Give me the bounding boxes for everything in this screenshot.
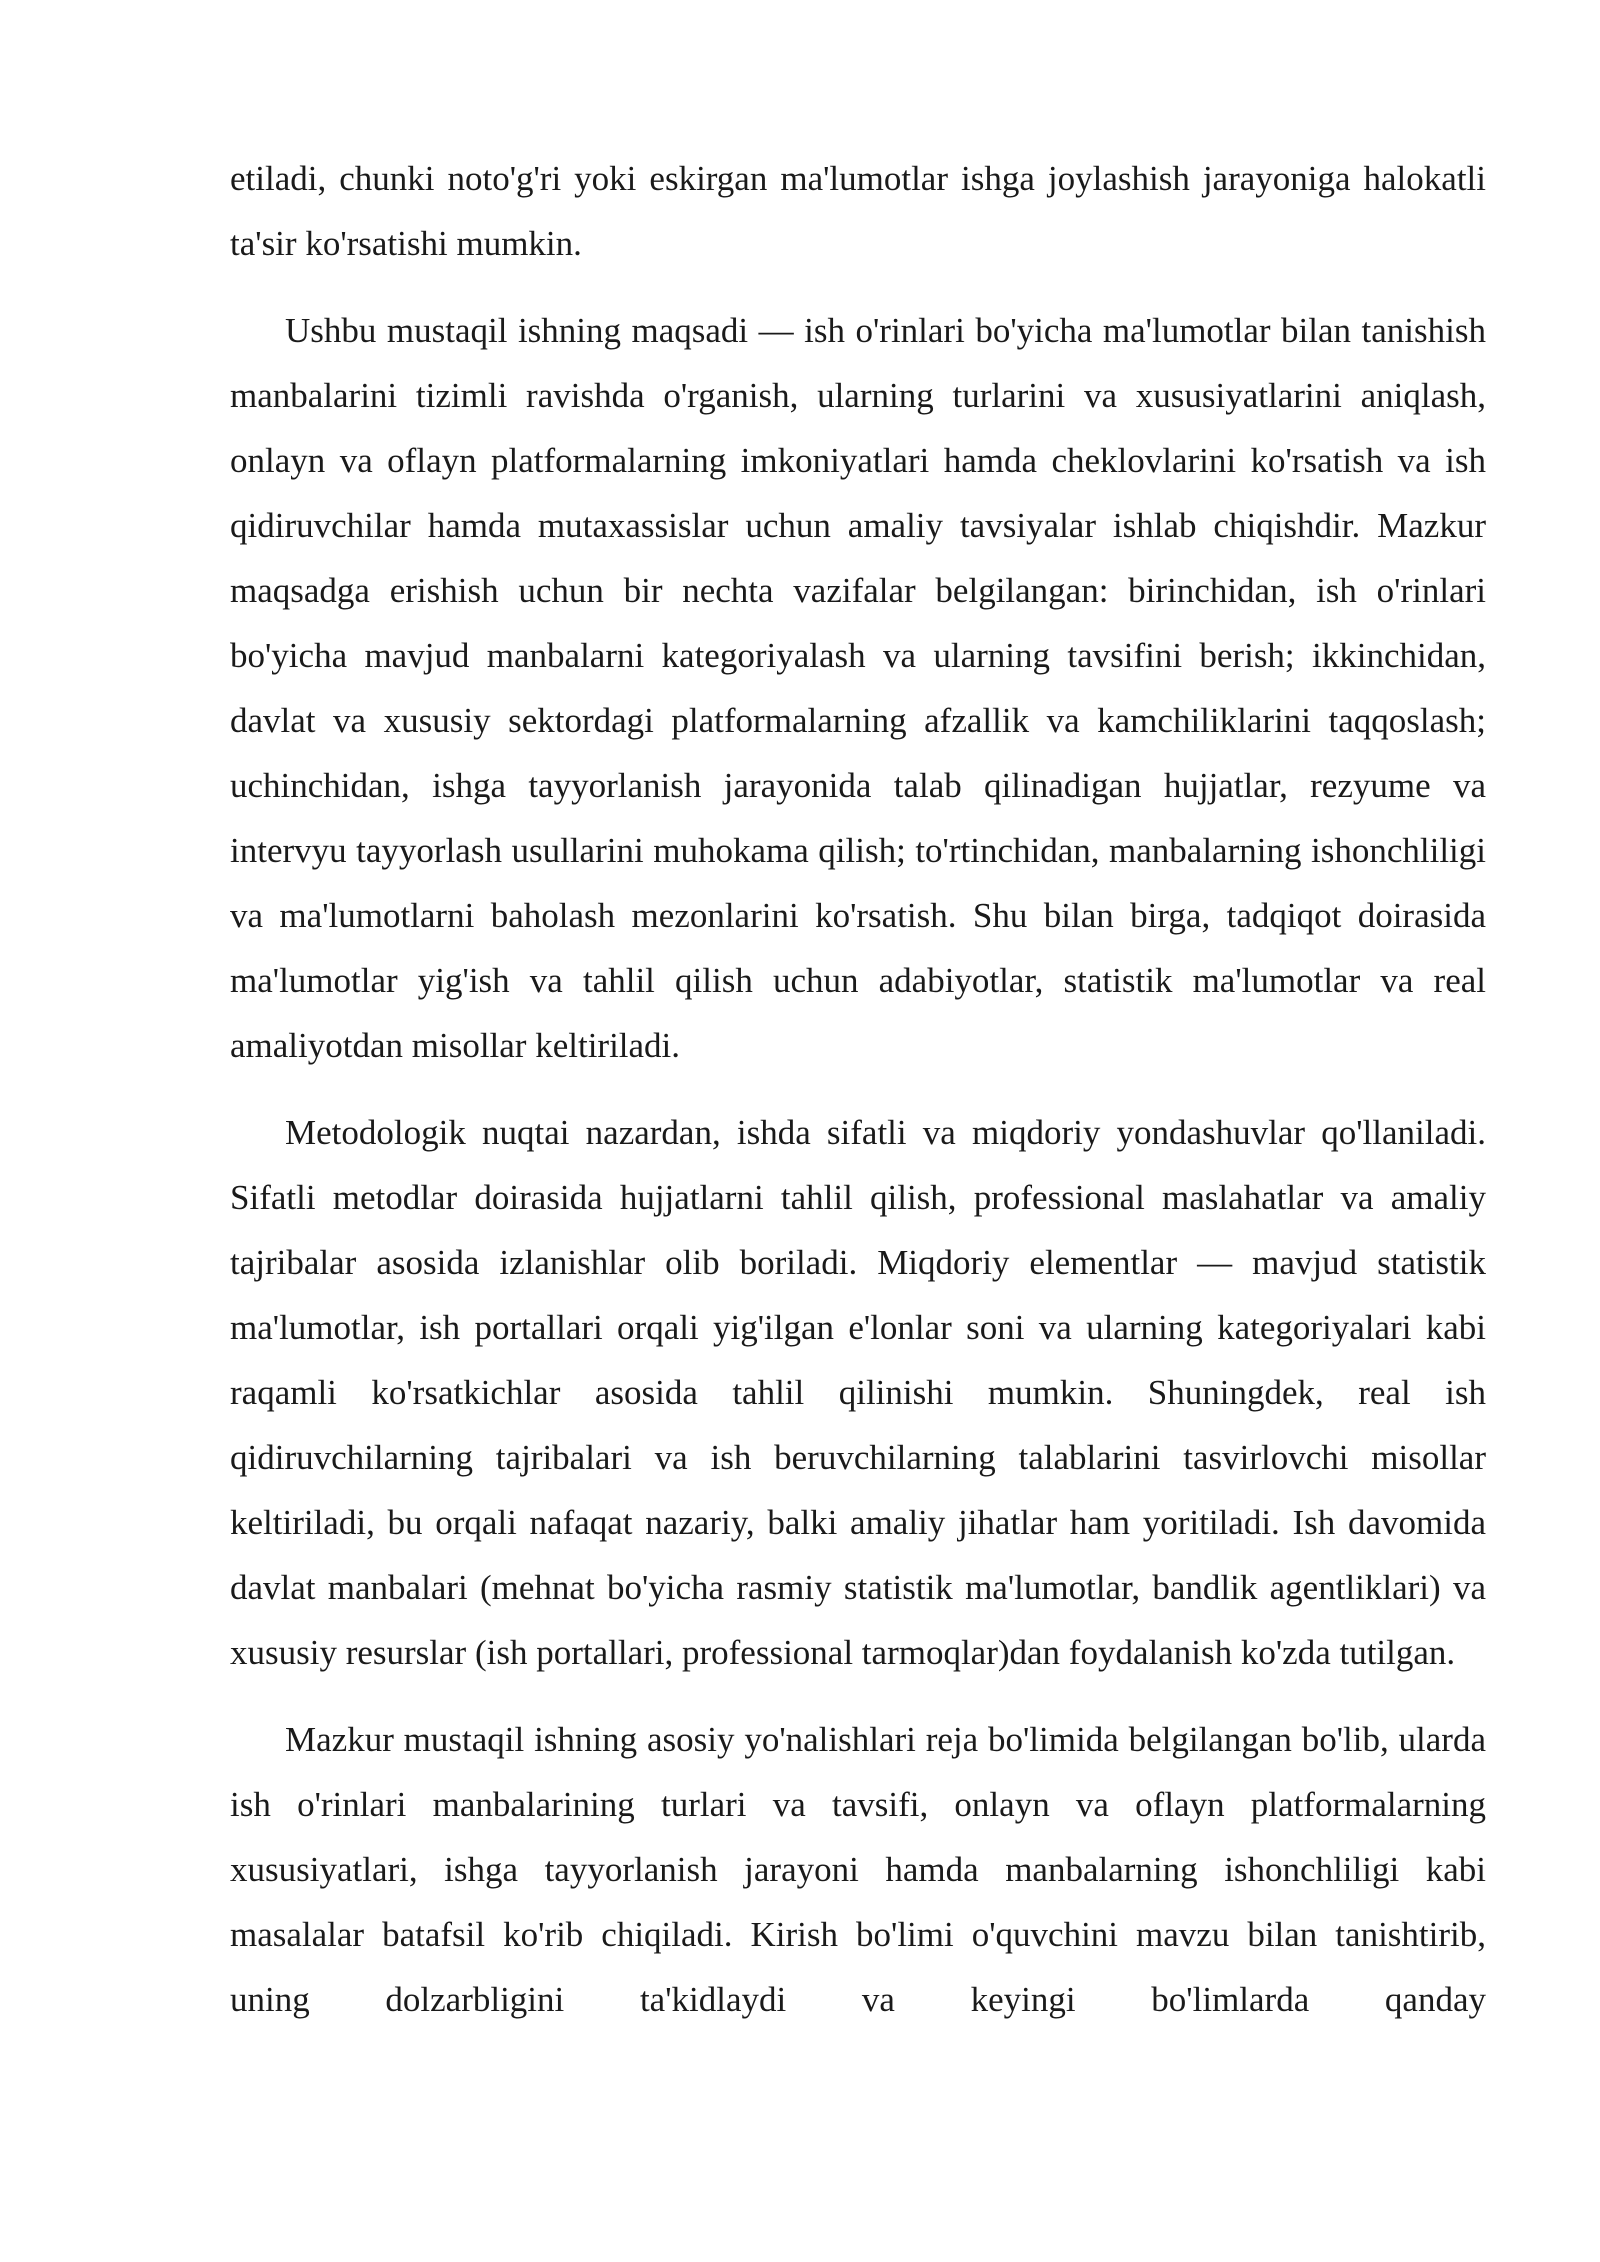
paragraph-methodology: Metodologik nuqtai nazardan, ishda sifatli va miqdoriy yondashuvlar qo'llaniladi. Sifatli metodlar doirasida hujjatlarni tahlil qilish, professional maslahatlar va amaliy tajribalar asosida izlanishlar olib boriladi. Miqdoriy elementlar — mavjud statistik ma'lumotlar, ish portallari orqali yig'ilgan e'lonlar soni va ularning kategoriyalari kabi raqamli ko'rsatkichlar asosida tahlil qilinishi mumkin. Shuningdek, real ish qidiruvchilarning tajribalari va ish beruvchilarning talablarini tasvirlovchi misollar keltiriladi, bu orqali nafaqat nazariy, balki amaliy jihatlar ham yoritiladi. Ish davomida davlat manbalari (mehnat bo'yicha rasmiy statistik ma'lumotlar, bandlik agentliklari) va xususiy resurslar (ish portallari, professional tarmoqlar)dan foydalanish ko'zda tutilgan. (230, 1113, 1486, 1672)
paragraph-continuation: etiladi, chunki noto'g'ri yoki eskirgan ma'lumotlar ishga joylashish jarayoniga halokatli ta'sir ko'rsatishi mumkin. (230, 159, 1486, 263)
paragraph-purpose: Ushbu mustaqil ishning maqsadi — ish o'rinlari bo'yicha ma'lumotlar bilan tanishish manbalarini tizimli ravishda o'rganish, ularning turlarini va xususiyatlarini aniqlash, onlayn va oflayn platformalarning imkoniyatlari hamda cheklovlarini ko'rsatish va ish qidiruvchilar hamda mutaxassislar uchun amaliy tavsiyalar ishlab chiqishdir. Mazkur maqsadga erishish uchun bir nechta vazifalar belgilangan: birinchidan, ish o'rinlari bo'yicha mavjud manbalarni kategoriyalash va ularning tavsifini berish; ikkinchidan, davlat va xususiy sektordagi platformalarning afzallik va kamchiliklarini taqqoslash; uchinchidan, ishga tayyorlanish jarayonida talab qilinadigan hujjatlar, rezyume va intervyu tayyorlash usullarini muhokama qilish; to'rtinchidan, manbalarning ishonchliligi va ma'lumotlarni baholash mezonlarini ko'rsatish. Shu bilan birga, tadqiqot doirasida ma'lumotlar yig'ish va tahlil qilish uchun adabiyotlar, statistik ma'lumotlar va real amaliyotdan misollar keltiriladi. (230, 311, 1486, 1065)
paragraph-structure: Mazkur mustaqil ishning asosiy yo'nalishlari reja bo'limida belgilangan bo'lib, ularda ish o'rinlari manbalarining turlari va tavsifi, onlayn va oflayn platformalarning xususiyatlari, ishga tayyorlanish jarayoni hamda manbalarning ishonchliligi kabi masalalar batafsil ko'rib chiqiladi. Kirish bo'limi o'quvchini mavzu bilan tanishtirib, uning dolzarbligini ta'kidlaydi va keyingi bo'limlarda qanday (230, 1720, 1486, 2019)
document-page (230, 146, 1486, 2054)
